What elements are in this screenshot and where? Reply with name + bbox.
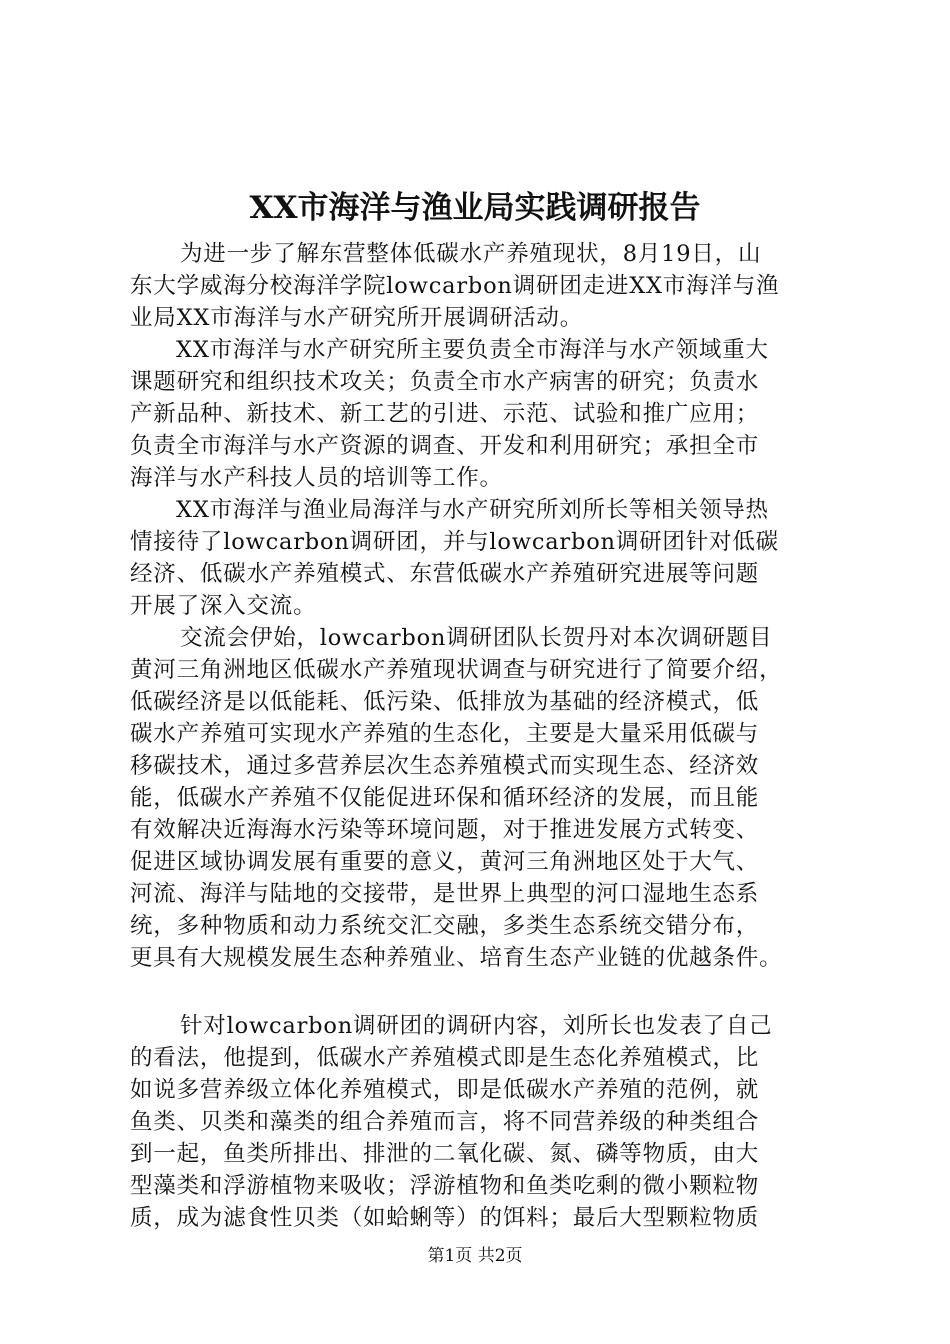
text-line: 经济、低碳水产养殖模式、东营低碳水产养殖研究进展等问题 — [130, 561, 760, 587]
text-line: 课题研究和组织技术攻关；负责全市水产病害的研究；负责水 — [130, 369, 760, 395]
text-line: 开展了深入交流。 — [130, 593, 317, 619]
text-line: 型藻类和浮游植物来吸收；浮游植物和鱼类吃剩的微小颗粒物 — [130, 1173, 760, 1199]
text-line: 鱼类、贝类和藻类的组合养殖而言，将不同营养级的种类组合 — [130, 1109, 760, 1135]
text-line: 业局XX市海洋与水产研究所开展调研活动。 — [130, 305, 584, 331]
text-line: 情接待了lowcarbon调研团，并与lowcarbon调研团针对低碳 — [130, 529, 779, 555]
text-line: 有效解决近海海水污染等环境问题，对于推进发展方式转变、 — [130, 817, 760, 843]
text-line: 为进一步了解东营整体低碳水产养殖现状，8月19日，山 — [180, 241, 762, 267]
text-line: 河流、海洋与陆地的交接带，是世界上典型的河口湿地生态系 — [130, 881, 760, 907]
document-title: XX市海洋与渔业局实践调研报告 — [249, 190, 701, 226]
paragraph-5 — [130, 1010, 850, 1234]
text-line: 产新品种、新技术、新工艺的引进、示范、试验和推广应用； — [130, 401, 760, 427]
paragraph-3 — [130, 494, 850, 622]
paragraph-2 — [130, 334, 850, 494]
text-line: XX市海洋与水产研究所主要负责全市海洋与水产领域重大 — [176, 337, 769, 363]
text-line: XX市海洋与渔业局海洋与水产研究所刘所长等相关领导热 — [176, 497, 769, 523]
text-line: 交流会伊始，lowcarbon调研团队长贺丹对本次调研题目 — [180, 625, 773, 651]
text-line: 到一起，鱼类所排出、排泄的二氧化碳、氮、磷等物质，由大 — [130, 1141, 760, 1167]
text-line: 碳水产养殖可实现水产养殖的生态化，主要是大量采用低碳与 — [130, 721, 760, 747]
text-line: 更具有大规模发展生态种养殖业、培育生态产业链的优越条件。 — [130, 945, 783, 971]
text-line: 移碳技术，通过多营养层次生态养殖模式而实现生态、经济效 — [130, 753, 760, 779]
text-line: 低碳经济是以低能耗、低污染、低排放为基础的经济模式，低 — [130, 689, 760, 715]
text-line: 黄河三角洲地区低碳水产养殖现状调查与研究进行了简要介绍， — [130, 657, 783, 683]
text-line: 东大学威海分校海洋学院lowcarbon调研团走进XX市海洋与渔 — [130, 273, 780, 299]
paragraph-4 — [130, 622, 850, 974]
text-line: 海洋与水产科技人员的培训等工作。 — [130, 465, 503, 491]
text-line: 针对lowcarbon调研团的调研内容，刘所长也发表了自己 — [180, 1013, 773, 1039]
paragraph-spacer — [130, 974, 850, 1010]
text-line: 负责全市海洋与水产资源的调查、开发和利用研究；承担全市 — [130, 433, 760, 459]
page-number-footer: 第1页 共2页 — [427, 1246, 523, 1266]
document-body — [130, 238, 850, 1234]
text-line: 如说多营养级立体化养殖模式，即是低碳水产养殖的范例，就 — [130, 1077, 760, 1103]
text-line: 质，成为滤食性贝类（如蛤蜊等）的饵料；最后大型颗粒物质 — [130, 1205, 760, 1231]
text-line: 的看法，他提到，低碳水产养殖模式即是生态化养殖模式，比 — [130, 1045, 760, 1071]
text-line: 促进区域协调发展有重要的意义，黄河三角洲地区处于大气、 — [130, 849, 760, 875]
text-line: 能，低碳水产养殖不仅能促进环保和循环经济的发展，而且能 — [130, 785, 760, 811]
paragraph-1 — [130, 238, 850, 334]
text-line: 统，多种物质和动力系统交汇交融，多类生态系统交错分布， — [130, 913, 760, 939]
